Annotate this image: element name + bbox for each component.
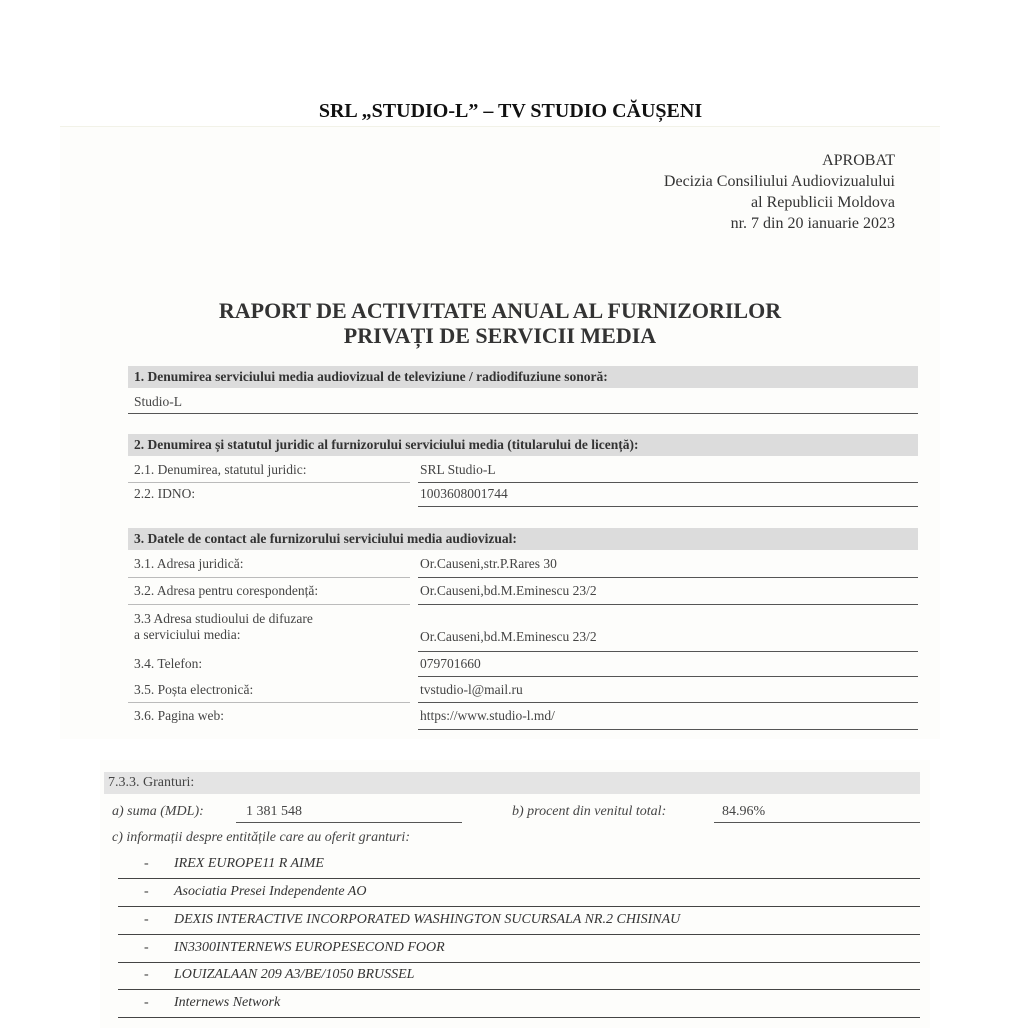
divider <box>236 822 462 823</box>
approval-block <box>664 150 895 234</box>
field-label: 2.2. IDNO: <box>134 486 196 501</box>
section3-row <box>128 706 918 728</box>
grant-entities-label: c) informații despre entitățile care au oferit granturi: <box>112 830 410 845</box>
grant-entity-name: IN3300INTERNEWS EUROPESECOND FOOR <box>174 940 445 955</box>
report-title-line: RAPORT DE ACTIVITATE ANUAL AL FURNIZORILOR <box>218 298 782 323</box>
grant-sum-value: 1 381 548 <box>246 804 302 819</box>
divider <box>418 506 918 507</box>
grant-sum-label: a) suma (MDL): <box>112 804 204 819</box>
section1-header: 1. Denumirea serviciului media audiovizual de televiziune / radiodifuziune sonoră: <box>128 366 918 388</box>
field-label: 3.3 Adresa studioului de difuzare <box>134 611 313 626</box>
divider <box>128 577 410 578</box>
list-dash: - <box>144 995 149 1010</box>
field-label: 3.4. Telefon: <box>134 656 203 671</box>
divider <box>418 702 918 703</box>
list-item <box>118 963 920 990</box>
section3-row <box>128 609 918 653</box>
field-value: SRL Studio-L <box>420 462 496 477</box>
field-value: 1003608001744 <box>420 486 508 501</box>
field-label: 3.1. Adresa juridică: <box>134 556 244 571</box>
section3-header: 3. Datele de contact ale furnizorului serviciului media audiovizual: <box>128 528 918 550</box>
grant-percent-value: 84.96% <box>722 804 766 819</box>
approval-line: al Republicii Moldova <box>751 194 895 211</box>
field-value: https://www.studio-l.md/ <box>420 708 555 723</box>
list-item <box>118 936 920 963</box>
divider <box>714 822 920 823</box>
list-dash: - <box>144 884 149 899</box>
section2-row <box>128 484 918 506</box>
field-label-cont: a serviciului media: <box>134 627 241 642</box>
grants-header: 7.3.3. Granturi: <box>104 772 920 794</box>
section3-row <box>128 581 918 603</box>
approval-line: APROBAT <box>822 152 895 169</box>
list-dash: - <box>144 940 149 955</box>
list-item <box>118 852 920 879</box>
divider <box>418 651 918 652</box>
list-dash: - <box>144 967 149 982</box>
report-title-line: PRIVAȚI DE SERVICII MEDIA <box>343 323 657 348</box>
field-label: 3.2. Adresa pentru corespondență: <box>134 583 319 598</box>
field-value: Or.Causeni,bd.M.Eminescu 23/2 <box>420 629 597 644</box>
section3-row <box>128 554 918 576</box>
divider <box>418 482 918 483</box>
section3-row <box>128 654 918 676</box>
grant-percent-label: b) procent din venitul total: <box>512 804 667 819</box>
field-value: Or.Causeni,str.P.Rares 30 <box>420 556 557 571</box>
list-item <box>118 908 920 935</box>
approval-line: nr. 7 din 20 ianuarie 2023 <box>730 215 895 232</box>
list-item <box>118 991 920 1018</box>
field-label: 2.1. Denumirea, statutul juridic: <box>134 462 307 477</box>
field-value: Or.Causeni,bd.M.Eminescu 23/2 <box>420 583 597 598</box>
grant-entity-name: Asociatia Presei Independente AO <box>174 884 367 899</box>
grant-entity-name: Internews Network <box>174 995 281 1010</box>
service-name-value: Studio-L <box>134 394 183 409</box>
grant-entity-name: IREX EUROPE11 R AIME <box>174 856 324 871</box>
section1-row <box>128 392 918 414</box>
divider <box>418 676 918 677</box>
section2-header: 2. Denumirea și statutul juridic al furnizorului serviciului media (titularului de licență): <box>128 434 918 456</box>
report-title <box>100 298 900 348</box>
divider <box>418 729 918 730</box>
field-value: 079701660 <box>420 656 481 671</box>
field-label: 3.6. Pagina web: <box>134 708 224 723</box>
divider <box>418 577 918 578</box>
grant-entity-name: LOUIZALAAN 209 A3/BE/1050 BRUSSEL <box>174 967 415 982</box>
list-dash: - <box>144 856 149 871</box>
field-value: tvstudio-l@mail.ru <box>420 682 523 697</box>
section3-row <box>128 680 918 702</box>
list-dash: - <box>144 912 149 927</box>
divider <box>128 482 410 483</box>
divider <box>128 702 410 703</box>
field-label: 3.5. Poșta electronică: <box>134 682 254 697</box>
section2-row <box>128 460 918 482</box>
grant-entity-name: DEXIS INTERACTIVE INCORPORATED WASHINGTON SUCURSALA NR.2 CHISINAU <box>174 912 681 927</box>
divider <box>128 604 410 605</box>
approval-line: Decizia Consiliului Audiovizualului <box>663 173 895 190</box>
document-title: SRL „STUDIO-L” – TV STUDIO CĂUȘENI <box>318 100 703 122</box>
list-item <box>118 880 920 907</box>
divider <box>418 604 918 605</box>
